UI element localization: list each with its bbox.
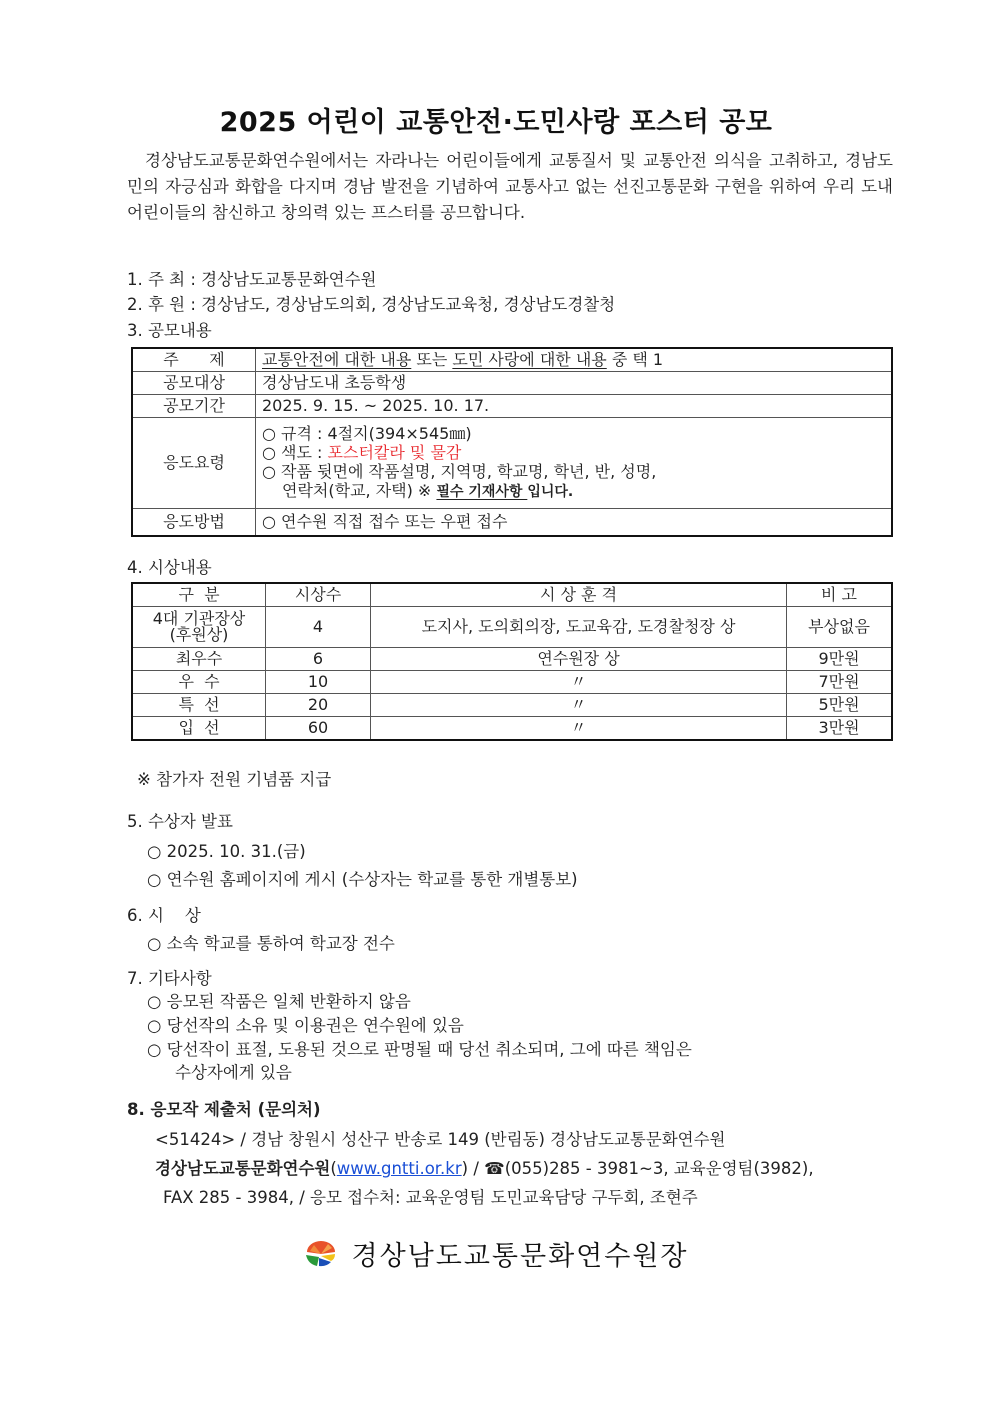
signature-text: 경상남도교통문화연수원장	[351, 1241, 689, 1272]
page-title: 2025 어린이 교통안전·도민사랑 포스터 공모	[219, 107, 773, 138]
misc-item-plagiarism-cont: 수상자에게 있음	[175, 1063, 292, 1082]
announcement-date: ○ 2025. 10. 31.(금)	[147, 842, 306, 861]
award-note: ※ 참가자 전원 기념품 지급	[137, 770, 332, 789]
table-row-target	[132, 372, 892, 395]
awards-table	[131, 582, 893, 741]
misc-item-ownership: ○ 당선작의 소유 및 이용권은 연수원에 있음	[147, 1016, 464, 1035]
table-row-method	[132, 509, 892, 537]
phone-info: / ☎(055)285 - 3981~3, 교육운영팀(3982),	[468, 1159, 814, 1178]
award-cell: 도지사, 도의회의장, 도교육감, 도경찰청장 상	[371, 607, 787, 648]
table-row	[132, 648, 892, 671]
section-submission-heading: 8. 응모작 제출처 (문의처)	[127, 1100, 321, 1119]
req-mandatory: 필수 기재사항	[436, 484, 528, 500]
req-color-value: 포스터칼라 및 물감	[327, 443, 462, 462]
header-count: 시상수	[266, 583, 371, 607]
note-cell: 9만원	[787, 648, 893, 671]
requirements-value	[256, 418, 893, 509]
table-row-requirements	[132, 418, 892, 509]
category-line1: 4대 기관장상	[152, 609, 246, 628]
org-name: 경상남도교통문화연수원	[155, 1159, 331, 1178]
count-cell: 20	[266, 694, 371, 717]
count-cell: 4	[266, 607, 371, 648]
req-back-line1: ○ 작품 뒷면에 작품설명, 지역명, 학교명, 학년, 반, 성명,	[262, 462, 657, 481]
submission-fax: FAX 285 - 3984, / 응모 접수처: 교육운영팀 도민교육담당 구두회, 조현주	[163, 1188, 698, 1207]
target-label: 공모대상	[132, 372, 256, 395]
table-row	[132, 671, 892, 694]
theme-option-citizen: 도민 사랑에 대한 내용	[452, 350, 607, 369]
section-ceremony-heading: 6. 시 상	[127, 906, 201, 925]
theme-or: 또는	[411, 350, 453, 369]
target-value: 경상남도내 초등학생	[256, 372, 893, 395]
section-sponsor: 2. 후 원 : 경상남도, 경상남도의회, 경상남도교육청, 경상남도경찰청	[127, 295, 616, 314]
award-cell: 〃	[371, 717, 787, 741]
period-value: 2025. 9. 15. ~ 2025. 10. 17.	[256, 395, 893, 418]
count-cell: 10	[266, 671, 371, 694]
req-size: ○ 규격 : 4절지(394×545㎜)	[262, 424, 472, 443]
award-cell: 〃	[371, 694, 787, 717]
note-cell: 부상없음	[787, 607, 893, 648]
requirements-label: 응도요령	[132, 418, 256, 509]
note-cell: 3만원	[787, 717, 893, 741]
note-cell: 7만원	[787, 671, 893, 694]
submission-contact: 경상남도교통문화연수원(www.gntti.or.kr) / ☎(055)285 - 3981~3, 교육운영팀(3982),	[155, 1159, 814, 1178]
period-label: 공모기간	[132, 395, 256, 418]
count-cell: 6	[266, 648, 371, 671]
table-row	[132, 717, 892, 741]
header-award: 시 상 훈 격	[371, 583, 787, 607]
count-cell: 60	[266, 717, 371, 741]
req-back-line2	[262, 481, 885, 502]
category-cell	[132, 607, 266, 648]
ceremony-item: ○ 소속 학교를 통하여 학교장 전수	[147, 934, 395, 953]
section-announcement-heading: 5. 수상자 발표	[127, 812, 233, 831]
intro-paragraph: 경상남도교통문화연수원에서는 자라나는 어린이들에게 교통질서 및 교통안전 의식을 고취하고, 경남도민의 자긍심과 화합을 다지며 경남 발전을 기념하여 교통사고 없는 선진고통문화 구현을 위하여 우리 도내 어린이들의 참신하고 창의력 있는 프스터를 공므합니다.	[127, 151, 893, 222]
table-row	[132, 694, 892, 717]
method-label: 응도방법	[132, 509, 256, 537]
submission-address: <51424> / 경남 창원시 성산구 반송로 149 (반림동) 경상남도교통문화연수원	[155, 1130, 726, 1149]
award-cell: 〃	[371, 671, 787, 694]
category-cell: 우 수	[132, 671, 266, 694]
section-awards-heading: 4. 시상내용	[127, 558, 212, 577]
req-color	[262, 443, 885, 462]
header-category: 구 분	[132, 583, 266, 607]
table-row-theme	[132, 348, 892, 372]
misc-item-plagiarism: ○ 당선작이 표절, 도용된 것으로 판명될 때 당선 취소되며, 그에 따른 책임은	[147, 1040, 692, 1059]
header-note: 비 고	[787, 583, 893, 607]
note-cell: 5만원	[787, 694, 893, 717]
table-row	[132, 607, 892, 648]
req-suffix: 입니다.	[527, 484, 574, 500]
section-misc-heading: 7. 기타사항	[127, 969, 212, 988]
announcement-method: ○ 연수원 홈페이지에 게시 (수상자는 학교를 통한 개별통보)	[147, 870, 578, 889]
theme-suffix: 중 택 1	[606, 350, 664, 369]
section-host: 1. 주 최 : 경상남도교통문화연수원	[127, 270, 377, 289]
awards-header-row	[132, 583, 892, 607]
theme-label: 주 제	[132, 348, 256, 372]
contest-details-table	[131, 347, 893, 537]
category-cell: 입 선	[132, 717, 266, 741]
req-color-label: ○ 색도 :	[262, 443, 328, 462]
theme-value	[256, 348, 893, 372]
award-cell: 연수원장 상	[371, 648, 787, 671]
req-contact: 연락처(학교, 자택) ※	[282, 481, 437, 500]
category-cell: 최우수	[132, 648, 266, 671]
table-row-period	[132, 395, 892, 418]
category-cell: 특 선	[132, 694, 266, 717]
website-link[interactable]: www.gntti.or.kr	[336, 1159, 462, 1178]
theme-option-traffic: 교통안전에 대한 내용	[262, 350, 412, 369]
method-value: ○ 연수원 직접 접수 또는 우편 접수	[256, 509, 893, 537]
misc-item-return: ○ 응모된 작품은 일체 반환하지 않음	[147, 992, 411, 1011]
footer-signature	[0, 1234, 992, 1275]
section-contest-heading: 3. 공모내용	[127, 321, 212, 340]
institute-logo-icon	[304, 1240, 338, 1275]
category-line2: (후원상)	[169, 625, 229, 644]
